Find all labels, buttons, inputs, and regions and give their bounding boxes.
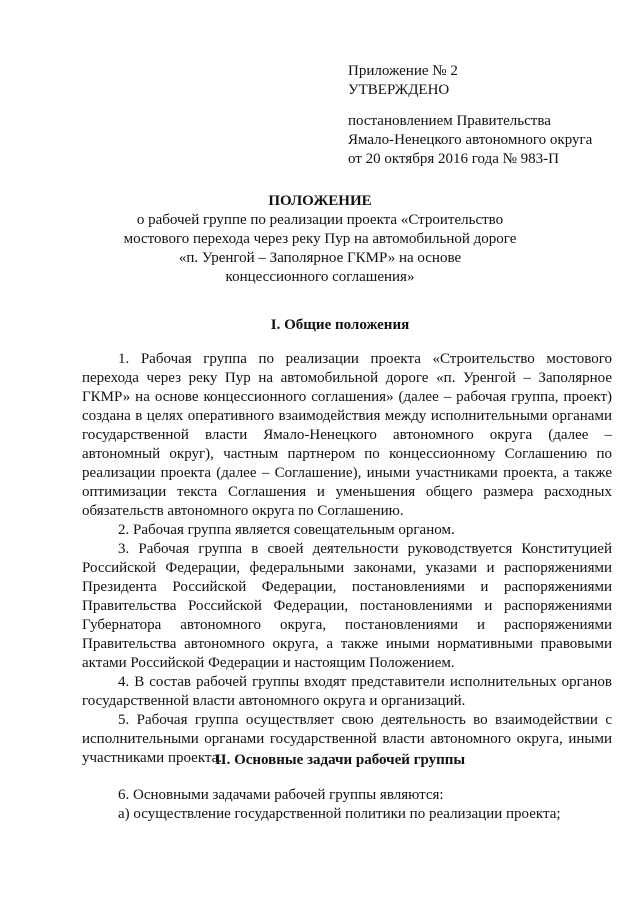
approval-basis: постановлением Правительства: [348, 113, 551, 129]
paragraph-2: 2. Рабочая группа является совещательным органом.: [118, 522, 455, 538]
item-a: а) осуществление государственной политики по реализации проекта;: [118, 806, 561, 822]
subtitle-line: концессионного соглашения»: [225, 269, 415, 285]
section-1-heading: I. Общие положения: [270, 317, 410, 333]
paragraph-4: 4. В состав рабочей группы входят представители исполнительных органов государственной власти автономного округа и организаций.: [82, 674, 612, 709]
subtitle-line: мостового перехода через реку Пур на автомобильной дороге: [123, 231, 517, 247]
section-2-heading: II. Основные задачи рабочей группы: [214, 752, 466, 768]
paragraph-6: 6. Основными задачами рабочей группы являются:: [118, 787, 444, 803]
approval-block: [348, 62, 618, 169]
approval-date: от 20 октября 2016 года № 983-П: [348, 151, 560, 167]
approved-label: УТВЕРЖДЕНО: [348, 82, 450, 98]
paragraph-1: 1. Рабочая группа по реализации проекта «Строительство мостового перехода через реку Пур на автомобильной дороге «п. Уренгой – Заполярное ГКМР» на основе концессионного соглашения» (далее – рабочая группа, проект) создана в целях оперативного взаимодействия между исполнительными органами государственной власти Ямало-Ненецкого автономного округа (далее – автономный округ), частным партнером по концессионному Соглашению по реализации проекта (далее – Соглашение), иными участниками проекта, а также оптимизации текста Соглашения и уменьшения общего размера расходных обязательств автономного округа по Соглашению.: [82, 351, 612, 519]
document-title: ПОЛОЖЕНИЕ: [268, 193, 372, 209]
section-2-body: [82, 786, 612, 824]
section-1-body: [82, 350, 612, 768]
paragraph-5: 5. Рабочая группа осуществляет свою деятельность во взаимодействии с исполнительными органами государственной власти автономного округа, иными участниками проекта.: [82, 712, 612, 766]
subtitle-line: «п. Уренгой – Заполярное ГКМР» на основе: [178, 250, 462, 266]
appendix-number: Приложение № 2: [348, 63, 458, 79]
approval-authority: Ямало-Ненецкого автономного округа: [348, 132, 593, 148]
document-subtitle: [100, 211, 540, 287]
paragraph-3: 3. Рабочая группа в своей деятельности руководствуется Конституцией Российской Федерации, федеральными законами, указами и распоряжениями Президента Российской Федерации, постановлениями и распоряжениями Правительства Российской Федерации, постановлениями и распоряжениями Губернатора автономного округа, постановлениями и распоряжениями Правительства автономного округа, а также иными нормативными правовыми актами Российской Федерации и настоящим Положением.: [82, 541, 612, 671]
subtitle-line: о рабочей группе по реализации проекта «Строительство: [136, 212, 504, 228]
